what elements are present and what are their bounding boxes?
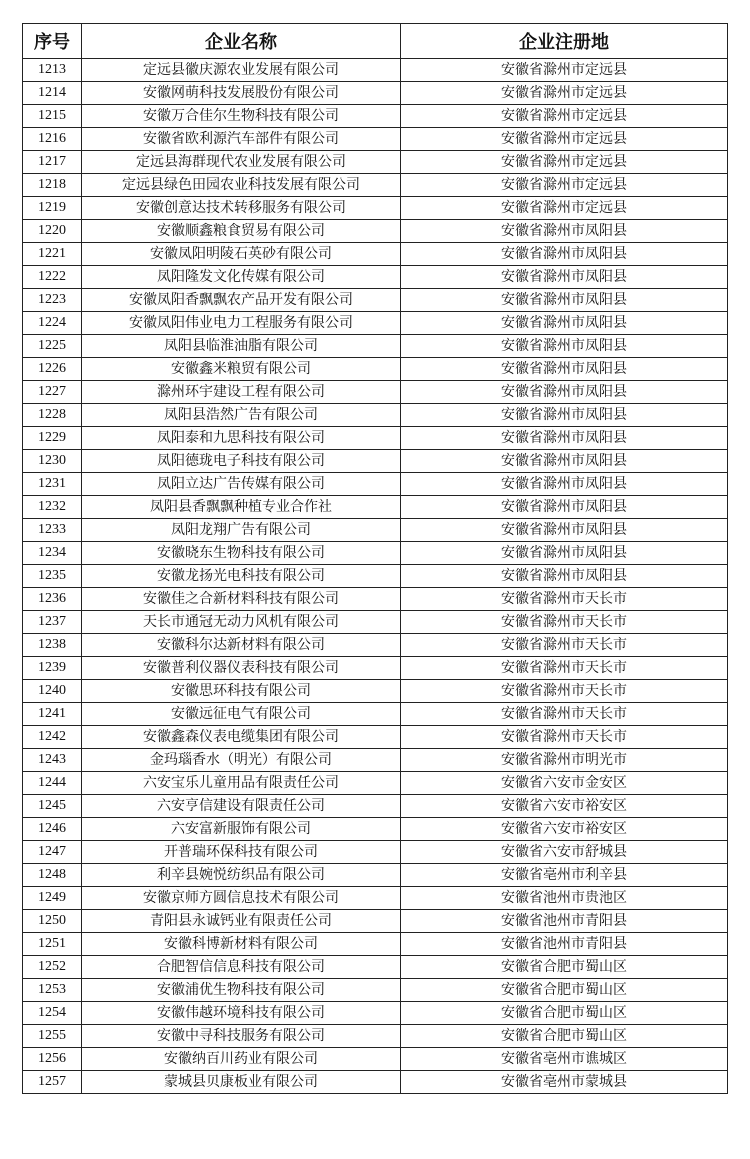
table-row xyxy=(23,979,728,1002)
company-name-cell: 凤阳德珑电子科技有限公司 xyxy=(82,450,401,473)
serial-number-cell: 1226 xyxy=(23,358,82,381)
company-name-cell: 安徽普利仪器仪表科技有限公司 xyxy=(82,657,401,680)
registration-place-cell: 安徽省滁州市凤阳县 xyxy=(401,220,728,243)
registration-place-cell: 安徽省滁州市凤阳县 xyxy=(401,243,728,266)
company-name-cell: 蒙城县贝康板业有限公司 xyxy=(82,1071,401,1094)
registration-place-cell: 安徽省滁州市天长市 xyxy=(401,657,728,680)
registration-place-cell: 安徽省滁州市凤阳县 xyxy=(401,358,728,381)
serial-number-cell: 1223 xyxy=(23,289,82,312)
table-row xyxy=(23,289,728,312)
table-row xyxy=(23,105,728,128)
company-name-cell: 利辛县婉悦纺织品有限公司 xyxy=(82,864,401,887)
table-row xyxy=(23,174,728,197)
company-name-cell: 安徽科尔达新材料有限公司 xyxy=(82,634,401,657)
table-row xyxy=(23,1071,728,1094)
serial-number-cell: 1229 xyxy=(23,427,82,450)
serial-number-cell: 1220 xyxy=(23,220,82,243)
table-row xyxy=(23,312,728,335)
header-serial-number: 序号 xyxy=(23,24,82,59)
serial-number-cell: 1218 xyxy=(23,174,82,197)
serial-number-cell: 1227 xyxy=(23,381,82,404)
serial-number-cell: 1241 xyxy=(23,703,82,726)
company-name-cell: 安徽凤阳明陵石英砂有限公司 xyxy=(82,243,401,266)
company-name-cell: 六安宝乐儿童用品有限责任公司 xyxy=(82,772,401,795)
header-registration-place: 企业注册地 xyxy=(401,24,728,59)
registration-place-cell: 安徽省滁州市凤阳县 xyxy=(401,427,728,450)
company-name-cell: 安徽中寻科技服务有限公司 xyxy=(82,1025,401,1048)
company-name-cell: 合肥智信信息科技有限公司 xyxy=(82,956,401,979)
registration-place-cell: 安徽省滁州市凤阳县 xyxy=(401,450,728,473)
company-name-cell: 定远县海群现代农业发展有限公司 xyxy=(82,151,401,174)
serial-number-cell: 1232 xyxy=(23,496,82,519)
table-row xyxy=(23,358,728,381)
registration-place-cell: 安徽省滁州市定远县 xyxy=(401,105,728,128)
company-registry-table xyxy=(22,23,728,1094)
registration-place-cell: 安徽省滁州市天长市 xyxy=(401,703,728,726)
company-name-cell: 青阳县永诚钙业有限责任公司 xyxy=(82,910,401,933)
table-row xyxy=(23,243,728,266)
registration-place-cell: 安徽省滁州市天长市 xyxy=(401,611,728,634)
company-name-cell: 安徽远征电气有限公司 xyxy=(82,703,401,726)
serial-number-cell: 1228 xyxy=(23,404,82,427)
company-name-cell: 安徽鑫森仪表电缆集团有限公司 xyxy=(82,726,401,749)
table-row xyxy=(23,634,728,657)
registration-place-cell: 安徽省合肥市蜀山区 xyxy=(401,1002,728,1025)
table-row xyxy=(23,1048,728,1071)
serial-number-cell: 1219 xyxy=(23,197,82,220)
serial-number-cell: 1257 xyxy=(23,1071,82,1094)
registration-place-cell: 安徽省滁州市凤阳县 xyxy=(401,542,728,565)
serial-number-cell: 1248 xyxy=(23,864,82,887)
registration-place-cell: 安徽省滁州市天长市 xyxy=(401,634,728,657)
serial-number-cell: 1233 xyxy=(23,519,82,542)
company-name-cell: 安徽凤阳伟业电力工程服务有限公司 xyxy=(82,312,401,335)
serial-number-cell: 1236 xyxy=(23,588,82,611)
registration-place-cell: 安徽省滁州市定远县 xyxy=(401,197,728,220)
serial-number-cell: 1242 xyxy=(23,726,82,749)
serial-number-cell: 1230 xyxy=(23,450,82,473)
table-row xyxy=(23,680,728,703)
table-row xyxy=(23,887,728,910)
table-row xyxy=(23,82,728,105)
company-name-cell: 安徽创意达技术转移服务有限公司 xyxy=(82,197,401,220)
table-row xyxy=(23,588,728,611)
table-row xyxy=(23,1002,728,1025)
company-name-cell: 安徽万合佳尔生物科技有限公司 xyxy=(82,105,401,128)
company-name-cell: 六安亨信建设有限责任公司 xyxy=(82,795,401,818)
serial-number-cell: 1249 xyxy=(23,887,82,910)
table-row xyxy=(23,749,728,772)
serial-number-cell: 1250 xyxy=(23,910,82,933)
serial-number-cell: 1244 xyxy=(23,772,82,795)
company-name-cell: 安徽省欧利源汽车部件有限公司 xyxy=(82,128,401,151)
table-row xyxy=(23,657,728,680)
registration-place-cell: 安徽省六安市裕安区 xyxy=(401,795,728,818)
serial-number-cell: 1252 xyxy=(23,956,82,979)
registration-place-cell: 安徽省滁州市凤阳县 xyxy=(401,473,728,496)
serial-number-cell: 1231 xyxy=(23,473,82,496)
company-name-cell: 凤阳县香飘飘种植专业合作社 xyxy=(82,496,401,519)
table-row xyxy=(23,726,728,749)
company-name-cell: 安徽纳百川药业有限公司 xyxy=(82,1048,401,1071)
registration-place-cell: 安徽省亳州市谯城区 xyxy=(401,1048,728,1071)
serial-number-cell: 1224 xyxy=(23,312,82,335)
table-row xyxy=(23,956,728,979)
table-row xyxy=(23,404,728,427)
company-name-cell: 安徽晓东生物科技有限公司 xyxy=(82,542,401,565)
serial-number-cell: 1240 xyxy=(23,680,82,703)
table-row xyxy=(23,519,728,542)
table-row xyxy=(23,1025,728,1048)
registration-place-cell: 安徽省滁州市凤阳县 xyxy=(401,381,728,404)
registration-place-cell: 安徽省滁州市定远县 xyxy=(401,151,728,174)
company-name-cell: 安徽顺鑫粮食贸易有限公司 xyxy=(82,220,401,243)
serial-number-cell: 1217 xyxy=(23,151,82,174)
registration-place-cell: 安徽省滁州市凤阳县 xyxy=(401,565,728,588)
table-row xyxy=(23,427,728,450)
serial-number-cell: 1246 xyxy=(23,818,82,841)
registration-place-cell: 安徽省滁州市天长市 xyxy=(401,726,728,749)
company-name-cell: 安徽网萌科技发展股份有限公司 xyxy=(82,82,401,105)
registration-place-cell: 安徽省池州市青阳县 xyxy=(401,933,728,956)
company-name-cell: 安徽凤阳香飘飘农产品开发有限公司 xyxy=(82,289,401,312)
registration-place-cell: 安徽省池州市青阳县 xyxy=(401,910,728,933)
registration-place-cell: 安徽省滁州市凤阳县 xyxy=(401,519,728,542)
registration-place-cell: 安徽省滁州市定远县 xyxy=(401,82,728,105)
company-name-cell: 安徽龙扬光电科技有限公司 xyxy=(82,565,401,588)
table-row xyxy=(23,266,728,289)
table-row xyxy=(23,151,728,174)
company-name-cell: 凤阳立达广告传媒有限公司 xyxy=(82,473,401,496)
registration-place-cell: 安徽省滁州市凤阳县 xyxy=(401,335,728,358)
registration-place-cell: 安徽省滁州市定远县 xyxy=(401,174,728,197)
registration-place-cell: 安徽省滁州市明光市 xyxy=(401,749,728,772)
table-row xyxy=(23,703,728,726)
registration-place-cell: 安徽省亳州市利辛县 xyxy=(401,864,728,887)
table-row xyxy=(23,565,728,588)
registration-place-cell: 安徽省合肥市蜀山区 xyxy=(401,1025,728,1048)
serial-number-cell: 1213 xyxy=(23,59,82,82)
table-row xyxy=(23,450,728,473)
registration-place-cell: 安徽省合肥市蜀山区 xyxy=(401,979,728,1002)
table-row xyxy=(23,496,728,519)
registration-place-cell: 安徽省六安市裕安区 xyxy=(401,818,728,841)
serial-number-cell: 1216 xyxy=(23,128,82,151)
company-name-cell: 安徽思环科技有限公司 xyxy=(82,680,401,703)
company-name-cell: 安徽京师方圆信息技术有限公司 xyxy=(82,887,401,910)
registration-place-cell: 安徽省合肥市蜀山区 xyxy=(401,956,728,979)
table-row xyxy=(23,772,728,795)
header-company-name: 企业名称 xyxy=(82,24,401,59)
registration-place-cell: 安徽省滁州市凤阳县 xyxy=(401,496,728,519)
table-row xyxy=(23,197,728,220)
company-name-cell: 凤阳县临淮油脂有限公司 xyxy=(82,335,401,358)
company-name-cell: 六安富新服饰有限公司 xyxy=(82,818,401,841)
registration-place-cell: 安徽省滁州市凤阳县 xyxy=(401,312,728,335)
serial-number-cell: 1251 xyxy=(23,933,82,956)
table-row xyxy=(23,611,728,634)
company-name-cell: 金玛瑙香水（明光）有限公司 xyxy=(82,749,401,772)
serial-number-cell: 1238 xyxy=(23,634,82,657)
registration-place-cell: 安徽省滁州市凤阳县 xyxy=(401,289,728,312)
table-row xyxy=(23,335,728,358)
table-row xyxy=(23,864,728,887)
serial-number-cell: 1256 xyxy=(23,1048,82,1071)
table-row xyxy=(23,128,728,151)
company-name-cell: 安徽科博新材料有限公司 xyxy=(82,933,401,956)
company-name-cell: 安徽鑫米粮贸有限公司 xyxy=(82,358,401,381)
table-row xyxy=(23,59,728,82)
serial-number-cell: 1243 xyxy=(23,749,82,772)
company-name-cell: 凤阳隆发文化传媒有限公司 xyxy=(82,266,401,289)
serial-number-cell: 1237 xyxy=(23,611,82,634)
table-row xyxy=(23,473,728,496)
company-name-cell: 凤阳泰和九思科技有限公司 xyxy=(82,427,401,450)
serial-number-cell: 1214 xyxy=(23,82,82,105)
serial-number-cell: 1221 xyxy=(23,243,82,266)
serial-number-cell: 1247 xyxy=(23,841,82,864)
serial-number-cell: 1215 xyxy=(23,105,82,128)
company-name-cell: 凤阳县浩然广告有限公司 xyxy=(82,404,401,427)
company-name-cell: 凤阳龙翔广告有限公司 xyxy=(82,519,401,542)
company-name-cell: 定远县徽庆源农业发展有限公司 xyxy=(82,59,401,82)
company-name-cell: 定远县绿色田园农业科技发展有限公司 xyxy=(82,174,401,197)
serial-number-cell: 1239 xyxy=(23,657,82,680)
company-name-cell: 开普瑞环保科技有限公司 xyxy=(82,841,401,864)
registration-place-cell: 安徽省滁州市天长市 xyxy=(401,588,728,611)
table-row xyxy=(23,542,728,565)
table-row xyxy=(23,795,728,818)
company-name-cell: 安徽浦优生物科技有限公司 xyxy=(82,979,401,1002)
table-row xyxy=(23,933,728,956)
table-row xyxy=(23,381,728,404)
table-row xyxy=(23,818,728,841)
registration-place-cell: 安徽省滁州市定远县 xyxy=(401,128,728,151)
serial-number-cell: 1222 xyxy=(23,266,82,289)
table-row xyxy=(23,910,728,933)
serial-number-cell: 1253 xyxy=(23,979,82,1002)
company-name-cell: 安徽佳之合新材料科技有限公司 xyxy=(82,588,401,611)
serial-number-cell: 1235 xyxy=(23,565,82,588)
company-name-cell: 滁州环宇建设工程有限公司 xyxy=(82,381,401,404)
company-name-cell: 安徽伟越环境科技有限公司 xyxy=(82,1002,401,1025)
serial-number-cell: 1234 xyxy=(23,542,82,565)
registration-place-cell: 安徽省亳州市蒙城县 xyxy=(401,1071,728,1094)
table-body xyxy=(23,59,728,1094)
registration-place-cell: 安徽省六安市舒城县 xyxy=(401,841,728,864)
company-name-cell: 天长市通冠无动力风机有限公司 xyxy=(82,611,401,634)
registration-place-cell: 安徽省滁州市凤阳县 xyxy=(401,404,728,427)
table-row xyxy=(23,841,728,864)
table-row xyxy=(23,220,728,243)
registration-place-cell: 安徽省六安市金安区 xyxy=(401,772,728,795)
serial-number-cell: 1245 xyxy=(23,795,82,818)
serial-number-cell: 1254 xyxy=(23,1002,82,1025)
registration-place-cell: 安徽省滁州市凤阳县 xyxy=(401,266,728,289)
table-header-row xyxy=(23,24,728,59)
serial-number-cell: 1255 xyxy=(23,1025,82,1048)
registration-place-cell: 安徽省滁州市定远县 xyxy=(401,59,728,82)
registration-place-cell: 安徽省池州市贵池区 xyxy=(401,887,728,910)
registration-place-cell: 安徽省滁州市天长市 xyxy=(401,680,728,703)
serial-number-cell: 1225 xyxy=(23,335,82,358)
